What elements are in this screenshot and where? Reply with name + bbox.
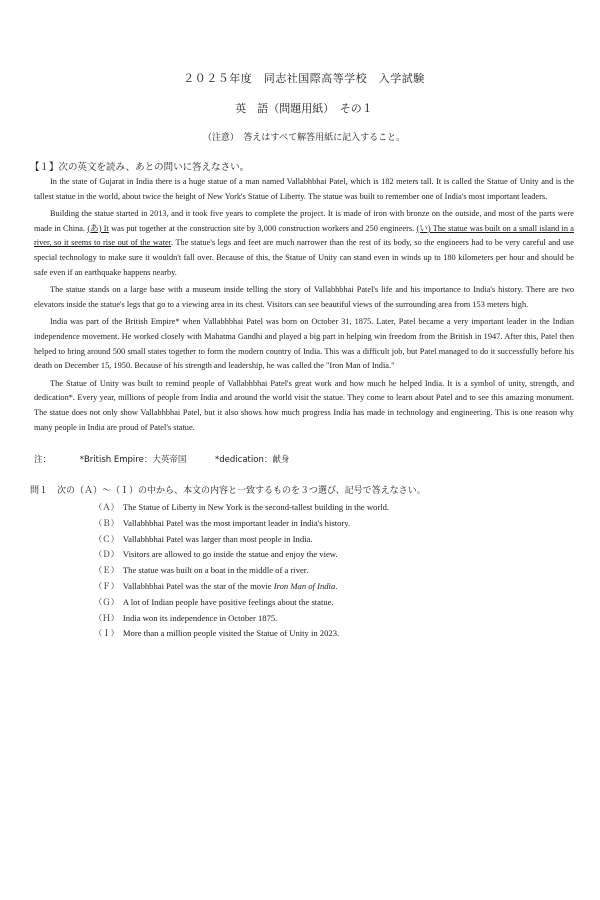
option-item: [94, 579, 574, 595]
option-item: [94, 500, 574, 516]
option-label: （Ｆ）: [94, 581, 119, 592]
footnote-label: 注：: [34, 455, 52, 466]
option-text: Vallabhbhai Patel was the star of the movie: [122, 581, 274, 592]
option-item: [94, 563, 574, 579]
option-item: [94, 611, 574, 627]
option-label: （Ｄ）: [94, 549, 119, 560]
passage-paragraph-4: India was part of the British Empire* when Vallabhbhai Patel was born on October 31, 1875. Later, Patel became a very important leader in the Indian independence movement. He worked closely with Mahatma Gandhi and played a big part in helping win freedom from the British in 1947. After this, Patel then helped to bring around 500 small states together to form the modern country of India. This was a difficult job, but Patel managed to do it successfully before his death on December 15, 1950. Because of his strength and leadership, he was called the "Iron Man of India.": [34, 317, 574, 371]
option-text-italic: Iron Man of India: [273, 581, 336, 592]
passage-paragraph-1: In the state of Gujarat in India there is a huge statue of a man named Vallabhbhai Patel, which is 182 meters tall. It is called the Statue of Unity and is the tallest statue in the world, about twice the height of New York's Statue of Liberty. The statue was built to remember one of India's most important leaders.: [34, 177, 574, 201]
footnotes: [34, 453, 574, 465]
option-text: The statue was built on a boat in the middle of a river.: [122, 565, 309, 576]
option-item: [94, 595, 574, 611]
footnote-dedication: *dedication：献身: [215, 455, 290, 466]
passage-text: was put together at the construction site by 3,000 construction workers and 250 engineers.: [108, 223, 417, 233]
passage-paragraph-3: The statue stands on a large base with a museum inside telling the story of Vallabhbhai Patel's life and his importance to India's history. There are two elevators inside the statue's legs that go to a viewing area in its chest. Visitors can see beautiful views of the surrounding area from 153 meters high.: [34, 285, 574, 309]
underline-marker-i: (い) The statue was built on a small island in a river, so it seems to rise out of the water: [34, 223, 574, 248]
question-1-options: [34, 500, 574, 642]
option-label: （Ｂ）: [94, 517, 119, 528]
option-label: （Ａ）: [94, 502, 119, 513]
section-1-heading: 【１】次の英文を読み、あとの問いに答えなさい。: [30, 162, 250, 173]
option-text: The Statue of Liberty in New York is the second-tallest building in the world.: [122, 502, 390, 513]
exam-title: ２０２５年度 同志社国際高等学校 入学試験: [183, 72, 425, 85]
option-text: A lot of Indian people have positive feelings about the statue.: [122, 596, 334, 607]
option-text: More than a million people visited the Statue of Unity in 2023.: [122, 628, 340, 639]
underline-marker-a: (あ) It: [87, 223, 109, 233]
passage-paragraph-2: [34, 207, 574, 280]
option-item: [94, 516, 574, 532]
passage-text: . The statue's legs and feet are much narrower than the rest of its body, so the engineers had to be very careful and use special technology to make sure it wouldn't fall over. Because of this, the Statue of Unity can stand even in winds up to 180 kilometers per hour and should be safe even if an earthquake happens nearby.: [34, 238, 574, 277]
option-label: （Ｅ）: [94, 565, 119, 576]
exam-notice: （注意） 答えはすべて解答用紙に記入すること。: [202, 133, 406, 143]
option-text: .: [335, 581, 338, 592]
option-text: India won its independence in October 1875.: [122, 612, 278, 623]
question-1-heading: 問１ 次の（Ａ）～（Ｉ）の中から、本文の内容と一致するものを３つ選び、記号で答えなさい。: [30, 486, 426, 497]
passage-paragraph-5: The Statue of Unity was built to remind people of Vallabhbhai Patel's great work and how much he helped India. It is a symbol of unity, strength, and dedication*. Every year, millions of people from India and around the world visit the statue. They come to learn about Patel and to see this amazing monument. The statue does not only show Vallabhbhai Patel, but it also shows how much progress India has made in technology and engineering. This is one reason why many people in India are proud of Patel's statue.: [34, 378, 574, 432]
option-label: （Ｈ）: [94, 612, 119, 623]
option-text: Vallabhbhai Patel was the most important leader in India's history.: [122, 517, 351, 528]
option-label: （Ｇ）: [94, 596, 119, 607]
option-item: [94, 532, 574, 548]
exam-subtitle: 英 語（問題用紙） その１: [235, 102, 373, 115]
option-text: Vallabhbhai Patel was larger than most people in India.: [122, 533, 313, 544]
option-label: （Ｃ）: [94, 533, 119, 544]
option-label: （Ｉ）: [94, 628, 119, 639]
footnote-british-empire: *British Empire：大英帝国: [79, 455, 187, 466]
passage-text: Building the statue started in 2013, and it took five years to complete the project. It is made of iron with bronze on the outside, and most of the parts were made in China.: [34, 209, 574, 233]
option-item: [94, 547, 574, 563]
option-item: [94, 626, 574, 642]
option-text: Visitors are allowed to go inside the statue and enjoy the view.: [122, 549, 338, 560]
